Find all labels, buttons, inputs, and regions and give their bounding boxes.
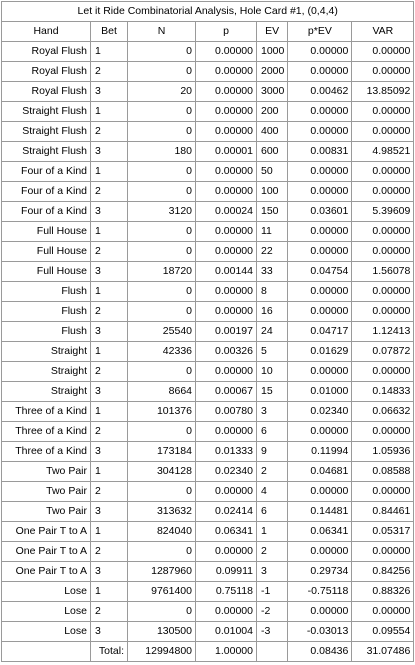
cell-p-ev: 0.03601 xyxy=(288,202,352,222)
cell-ev: 400 xyxy=(257,122,288,142)
cell-ev: 9 xyxy=(257,442,288,462)
cell-p-ev: 0.04681 xyxy=(288,462,352,482)
cell-p-ev: 0.01629 xyxy=(288,342,352,362)
column-header-bet: Bet xyxy=(91,22,128,42)
table-row xyxy=(2,182,414,202)
cell-p: 0.00000 xyxy=(196,602,257,622)
cell-hand: Four of a Kind xyxy=(2,202,91,222)
cell-var: 5.39609 xyxy=(352,202,414,222)
cell-bet: 3 xyxy=(91,442,128,462)
cell-bet: 3 xyxy=(91,202,128,222)
cell-p-ev: 0.00000 xyxy=(288,42,352,62)
cell-p-ev: 0.00000 xyxy=(288,62,352,82)
cell-bet: 3 xyxy=(91,142,128,162)
table-row xyxy=(2,522,414,542)
cell-n: 0 xyxy=(128,602,196,622)
cell-p-ev: 0.00000 xyxy=(288,422,352,442)
cell-ev: 50 xyxy=(257,162,288,182)
total-p-ev: 0.08436 xyxy=(288,642,352,662)
cell-var: 0.00000 xyxy=(352,302,414,322)
cell-var: 13.85092 xyxy=(352,82,414,102)
cell-n: 0 xyxy=(128,542,196,562)
table-row xyxy=(2,322,414,342)
cell-n: 9761400 xyxy=(128,582,196,602)
cell-bet: 1 xyxy=(91,522,128,542)
table-row xyxy=(2,202,414,222)
cell-var: 0.00000 xyxy=(352,222,414,242)
cell-p-ev: 0.04717 xyxy=(288,322,352,342)
cell-hand: Straight Flush xyxy=(2,142,91,162)
cell-p: 0.00144 xyxy=(196,262,257,282)
cell-n: 3120 xyxy=(128,202,196,222)
cell-var: 0.84256 xyxy=(352,562,414,582)
cell-bet: 2 xyxy=(91,182,128,202)
table-row xyxy=(2,282,414,302)
total-p: 1.00000 xyxy=(196,642,257,662)
total-ev-empty-cell xyxy=(257,642,288,662)
column-header-n: N xyxy=(128,22,196,42)
cell-p: 0.00067 xyxy=(196,382,257,402)
cell-hand: Four of a Kind xyxy=(2,182,91,202)
column-header-var: VAR xyxy=(352,22,414,42)
cell-n: 101376 xyxy=(128,402,196,422)
cell-ev: 15 xyxy=(257,382,288,402)
table-row xyxy=(2,342,414,362)
cell-p-ev: 0.02340 xyxy=(288,402,352,422)
cell-p: 0.00000 xyxy=(196,42,257,62)
cell-hand: Three of a Kind xyxy=(2,442,91,462)
cell-p: 0.00000 xyxy=(196,162,257,182)
cell-p: 0.00000 xyxy=(196,542,257,562)
table-row xyxy=(2,562,414,582)
table-row xyxy=(2,302,414,322)
column-header-ev: EV xyxy=(257,22,288,42)
cell-hand: Three of a Kind xyxy=(2,402,91,422)
cell-p-ev: -0.75118 xyxy=(288,582,352,602)
cell-p: 0.00000 xyxy=(196,222,257,242)
cell-var: 0.84461 xyxy=(352,502,414,522)
cell-n: 20 xyxy=(128,82,196,102)
cell-bet: 3 xyxy=(91,562,128,582)
table-row xyxy=(2,442,414,462)
cell-p: 0.09911 xyxy=(196,562,257,582)
cell-n: 0 xyxy=(128,162,196,182)
column-header-p-ev: p*EV xyxy=(288,22,352,42)
cell-hand: Three of a Kind xyxy=(2,422,91,442)
cell-bet: 2 xyxy=(91,602,128,622)
cell-var: 0.00000 xyxy=(352,42,414,62)
total-n: 12994800 xyxy=(128,642,196,662)
cell-ev: -2 xyxy=(257,602,288,622)
table-row xyxy=(2,382,414,402)
cell-p: 0.01333 xyxy=(196,442,257,462)
cell-n: 0 xyxy=(128,282,196,302)
cell-var: 1.12413 xyxy=(352,322,414,342)
cell-n: 18720 xyxy=(128,262,196,282)
cell-hand: Straight xyxy=(2,342,91,362)
cell-bet: 3 xyxy=(91,502,128,522)
cell-bet: 3 xyxy=(91,82,128,102)
cell-ev: 2 xyxy=(257,462,288,482)
cell-p: 0.00000 xyxy=(196,102,257,122)
cell-ev: 8 xyxy=(257,282,288,302)
table-row xyxy=(2,122,414,142)
cell-hand: Lose xyxy=(2,582,91,602)
cell-ev: 150 xyxy=(257,202,288,222)
cell-bet: 1 xyxy=(91,162,128,182)
cell-hand: Two Pair xyxy=(2,462,91,482)
cell-bet: 3 xyxy=(91,622,128,642)
cell-bet: 3 xyxy=(91,382,128,402)
cell-n: 0 xyxy=(128,302,196,322)
cell-bet: 2 xyxy=(91,122,128,142)
table-row xyxy=(2,462,414,482)
table-row xyxy=(2,582,414,602)
table-row xyxy=(2,422,414,442)
cell-bet: 1 xyxy=(91,42,128,62)
cell-bet: 2 xyxy=(91,302,128,322)
cell-hand: Full House xyxy=(2,242,91,262)
cell-p-ev: 0.00000 xyxy=(288,102,352,122)
cell-var: 0.00000 xyxy=(352,102,414,122)
cell-ev: 3 xyxy=(257,402,288,422)
table-row xyxy=(2,602,414,622)
cell-bet: 2 xyxy=(91,62,128,82)
cell-p-ev: 0.06341 xyxy=(288,522,352,542)
cell-var: 0.05317 xyxy=(352,522,414,542)
cell-bet: 3 xyxy=(91,322,128,342)
cell-var: 4.98521 xyxy=(352,142,414,162)
cell-var: 1.56078 xyxy=(352,262,414,282)
cell-hand: Four of a Kind xyxy=(2,162,91,182)
cell-p: 0.06341 xyxy=(196,522,257,542)
cell-ev: 2000 xyxy=(257,62,288,82)
cell-hand: Two Pair xyxy=(2,502,91,522)
cell-hand: Straight xyxy=(2,362,91,382)
cell-var: 0.00000 xyxy=(352,282,414,302)
cell-p-ev: 0.00000 xyxy=(288,242,352,262)
table-row xyxy=(2,42,414,62)
cell-p: 0.00001 xyxy=(196,142,257,162)
table-row xyxy=(2,82,414,102)
cell-bet: 2 xyxy=(91,482,128,502)
table-row xyxy=(2,402,414,422)
cell-p: 0.75118 xyxy=(196,582,257,602)
table-row xyxy=(2,502,414,522)
cell-ev: -3 xyxy=(257,622,288,642)
cell-p-ev: 0.00000 xyxy=(288,182,352,202)
cell-bet: 1 xyxy=(91,342,128,362)
cell-p: 0.00000 xyxy=(196,302,257,322)
cell-p: 0.00000 xyxy=(196,82,257,102)
cell-n: 0 xyxy=(128,362,196,382)
cell-n: 0 xyxy=(128,242,196,262)
cell-n: 42336 xyxy=(128,342,196,362)
cell-hand: Full House xyxy=(2,222,91,242)
cell-var: 0.06632 xyxy=(352,402,414,422)
cell-ev: 5 xyxy=(257,342,288,362)
cell-n: 0 xyxy=(128,422,196,442)
cell-var: 0.07872 xyxy=(352,342,414,362)
cell-n: 8664 xyxy=(128,382,196,402)
cell-ev: 22 xyxy=(257,242,288,262)
cell-ev: 100 xyxy=(257,182,288,202)
cell-ev: 10 xyxy=(257,362,288,382)
cell-ev: 200 xyxy=(257,102,288,122)
column-header-hand: Hand xyxy=(2,22,91,42)
cell-p: 0.02414 xyxy=(196,502,257,522)
combinatorial-analysis-table xyxy=(1,1,414,662)
cell-n: 0 xyxy=(128,102,196,122)
cell-hand: Flush xyxy=(2,322,91,342)
cell-p: 0.02340 xyxy=(196,462,257,482)
cell-n: 313632 xyxy=(128,502,196,522)
cell-p: 0.00000 xyxy=(196,122,257,142)
cell-p-ev: 0.00000 xyxy=(288,282,352,302)
cell-bet: 2 xyxy=(91,422,128,442)
cell-p-ev: 0.00000 xyxy=(288,162,352,182)
cell-p-ev: 0.00000 xyxy=(288,602,352,622)
cell-hand: Straight Flush xyxy=(2,102,91,122)
title-row xyxy=(2,2,414,22)
cell-p: 0.00024 xyxy=(196,202,257,222)
total-var: 31.07486 xyxy=(352,642,414,662)
cell-p-ev: 0.00000 xyxy=(288,482,352,502)
cell-n: 0 xyxy=(128,62,196,82)
cell-ev: -1 xyxy=(257,582,288,602)
cell-var: 0.00000 xyxy=(352,242,414,262)
cell-hand: Two Pair xyxy=(2,482,91,502)
cell-n: 25540 xyxy=(128,322,196,342)
cell-ev: 1 xyxy=(257,522,288,542)
cell-bet: 2 xyxy=(91,542,128,562)
table-row xyxy=(2,622,414,642)
table-title: Let it Ride Combinatorial Analysis, Hole Card #1, (0,4,4) xyxy=(2,2,414,22)
cell-p: 0.00000 xyxy=(196,62,257,82)
cell-bet: 2 xyxy=(91,362,128,382)
cell-bet: 1 xyxy=(91,102,128,122)
cell-hand: One Pair T to A xyxy=(2,542,91,562)
cell-bet: 1 xyxy=(91,402,128,422)
cell-ev: 3 xyxy=(257,562,288,582)
cell-p-ev: 0.14481 xyxy=(288,502,352,522)
cell-n: 173184 xyxy=(128,442,196,462)
cell-hand: Royal Flush xyxy=(2,62,91,82)
cell-ev: 4 xyxy=(257,482,288,502)
cell-n: 180 xyxy=(128,142,196,162)
cell-ev: 3000 xyxy=(257,82,288,102)
cell-p: 0.00197 xyxy=(196,322,257,342)
cell-hand: Flush xyxy=(2,302,91,322)
cell-hand: One Pair T to A xyxy=(2,562,91,582)
cell-var: 0.09554 xyxy=(352,622,414,642)
table-row xyxy=(2,262,414,282)
cell-bet: 3 xyxy=(91,262,128,282)
table-row xyxy=(2,62,414,82)
cell-ev: 11 xyxy=(257,222,288,242)
cell-n: 304128 xyxy=(128,462,196,482)
cell-var: 0.14833 xyxy=(352,382,414,402)
table-row xyxy=(2,242,414,262)
cell-var: 0.00000 xyxy=(352,362,414,382)
cell-n: 0 xyxy=(128,222,196,242)
cell-var: 0.00000 xyxy=(352,62,414,82)
cell-p: 0.00000 xyxy=(196,182,257,202)
cell-p-ev: 0.11994 xyxy=(288,442,352,462)
cell-ev: 6 xyxy=(257,422,288,442)
cell-ev: 6 xyxy=(257,502,288,522)
cell-p: 0.00000 xyxy=(196,362,257,382)
cell-p: 0.00000 xyxy=(196,482,257,502)
cell-p-ev: 0.00000 xyxy=(288,302,352,322)
cell-n: 0 xyxy=(128,482,196,502)
cell-bet: 1 xyxy=(91,582,128,602)
cell-p: 0.00000 xyxy=(196,242,257,262)
cell-p: 0.00000 xyxy=(196,282,257,302)
cell-p-ev: 0.00000 xyxy=(288,122,352,142)
cell-hand: Straight Flush xyxy=(2,122,91,142)
cell-var: 1.05936 xyxy=(352,442,414,462)
cell-hand: Royal Flush xyxy=(2,82,91,102)
cell-p-ev: 0.04754 xyxy=(288,262,352,282)
cell-ev: 16 xyxy=(257,302,288,322)
cell-n: 0 xyxy=(128,182,196,202)
cell-p-ev: 0.00000 xyxy=(288,362,352,382)
cell-ev: 600 xyxy=(257,142,288,162)
total-empty-cell xyxy=(2,642,91,662)
cell-var: 0.00000 xyxy=(352,182,414,202)
table-row xyxy=(2,162,414,182)
cell-n: 0 xyxy=(128,42,196,62)
cell-ev: 33 xyxy=(257,262,288,282)
cell-p-ev: 0.00000 xyxy=(288,542,352,562)
cell-ev: 24 xyxy=(257,322,288,342)
cell-hand: Lose xyxy=(2,602,91,622)
cell-ev: 1000 xyxy=(257,42,288,62)
cell-hand: One Pair T to A xyxy=(2,522,91,542)
cell-var: 0.00000 xyxy=(352,122,414,142)
cell-var: 0.08588 xyxy=(352,462,414,482)
table-row xyxy=(2,142,414,162)
table-row xyxy=(2,222,414,242)
cell-p: 0.01004 xyxy=(196,622,257,642)
cell-p-ev: 0.01000 xyxy=(288,382,352,402)
cell-bet: 2 xyxy=(91,242,128,262)
cell-n: 1287960 xyxy=(128,562,196,582)
cell-var: 0.00000 xyxy=(352,162,414,182)
cell-var: 0.88326 xyxy=(352,582,414,602)
cell-p-ev: 0.00831 xyxy=(288,142,352,162)
cell-n: 824040 xyxy=(128,522,196,542)
cell-hand: Royal Flush xyxy=(2,42,91,62)
cell-var: 0.00000 xyxy=(352,542,414,562)
cell-p: 0.00326 xyxy=(196,342,257,362)
table-row xyxy=(2,102,414,122)
cell-var: 0.00000 xyxy=(352,422,414,442)
cell-p-ev: 0.00000 xyxy=(288,222,352,242)
cell-n: 130500 xyxy=(128,622,196,642)
column-header-p: p xyxy=(196,22,257,42)
cell-bet: 1 xyxy=(91,282,128,302)
table-row xyxy=(2,362,414,382)
cell-p-ev: 0.29734 xyxy=(288,562,352,582)
cell-n: 0 xyxy=(128,122,196,142)
cell-ev: 2 xyxy=(257,542,288,562)
header-row xyxy=(2,22,414,42)
cell-hand: Full House xyxy=(2,262,91,282)
cell-p-ev: -0.03013 xyxy=(288,622,352,642)
cell-hand: Flush xyxy=(2,282,91,302)
cell-var: 0.00000 xyxy=(352,482,414,502)
table-body xyxy=(2,42,414,642)
cell-p-ev: 0.00462 xyxy=(288,82,352,102)
cell-hand: Lose xyxy=(2,622,91,642)
cell-p: 0.00780 xyxy=(196,402,257,422)
table-row xyxy=(2,542,414,562)
cell-p: 0.00000 xyxy=(196,422,257,442)
cell-bet: 1 xyxy=(91,222,128,242)
cell-var: 0.00000 xyxy=(352,602,414,622)
spreadsheet xyxy=(1,1,414,662)
cell-bet: 1 xyxy=(91,462,128,482)
cell-hand: Straight xyxy=(2,382,91,402)
total-label: Total: xyxy=(91,642,128,662)
table-row xyxy=(2,482,414,502)
total-row xyxy=(2,642,414,662)
